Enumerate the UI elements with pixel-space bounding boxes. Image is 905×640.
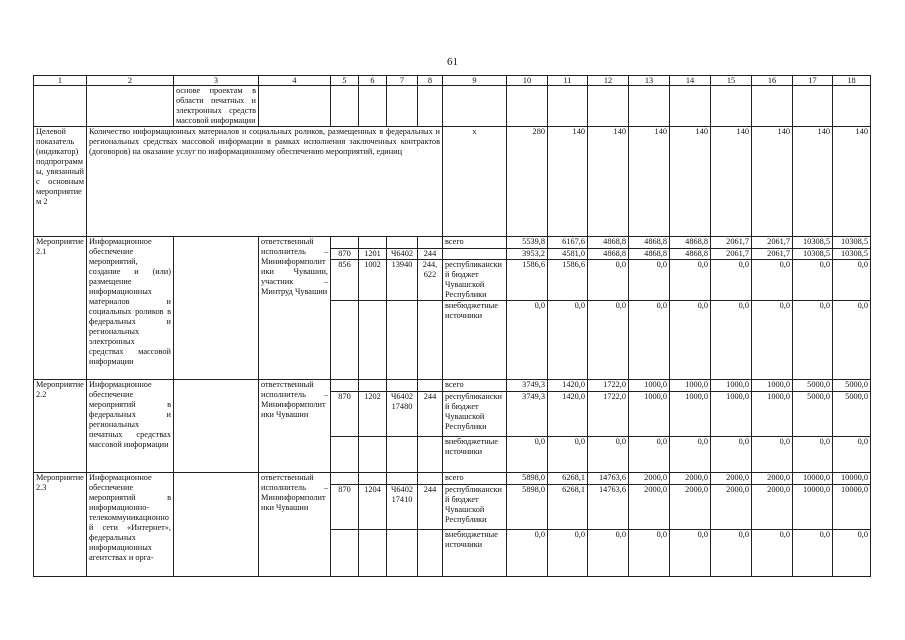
empty-cell <box>174 473 259 577</box>
value-cell: 0,0 <box>670 530 711 577</box>
column-number: 13 <box>629 76 670 86</box>
value-cell: 10000,0 <box>793 485 833 530</box>
indicator-value: 140 <box>548 127 588 237</box>
value-cell: 0,0 <box>793 437 833 473</box>
indicator-value: 280 <box>507 127 548 237</box>
value-cell: 0,0 <box>629 437 670 473</box>
code-c8 <box>418 530 443 577</box>
column-number: 11 <box>548 76 588 86</box>
empty-cell <box>833 86 871 127</box>
column-number: 3 <box>174 76 259 86</box>
code-c6 <box>359 237 387 249</box>
value-cell: 14763,6 <box>588 473 629 485</box>
empty-cell <box>548 86 588 127</box>
value-cell: 0,0 <box>507 301 548 380</box>
measure-name: Информационное обеспечение мероприятий в информационно-телекоммуникационной сети «Интернет», федеральных информационных агентствах и орга- <box>87 473 174 577</box>
value-cell: 1000,0 <box>752 392 793 437</box>
value-cell: 0,0 <box>752 437 793 473</box>
responsible: ответственный исполнитель – Мининформполитики Чувашии <box>259 380 331 473</box>
value-cell: 0,0 <box>711 437 752 473</box>
measure-name: Информационное обеспечение мероприятий в федеральных и региональных печатных средствах массовой информации <box>87 380 174 473</box>
funding-source: республиканский бюджет Чувашской Республики <box>443 392 507 437</box>
value-cell: 5000,0 <box>793 380 833 392</box>
measure-name: Информационное обеспечение мероприятий, создание и (или) размещение информационных материалов и социальных роликов в федеральных и региональных электронных средствах массовой информации <box>87 237 174 380</box>
measure-label: Мероприятие 2.2 <box>34 380 87 473</box>
value-cell: 0,0 <box>833 260 871 301</box>
value-cell: 10308,5 <box>833 249 871 260</box>
empty-cell <box>259 86 331 127</box>
code-c7: Ч6402 <box>387 249 418 260</box>
funding-source: внебюджетные источники <box>443 530 507 577</box>
value-cell: 4868,8 <box>629 237 670 249</box>
value-cell: 1000,0 <box>670 392 711 437</box>
code-c7 <box>387 530 418 577</box>
funding-source: внебюджетные источники <box>443 301 507 380</box>
value-cell: 2061,7 <box>711 249 752 260</box>
column-number: 1 <box>34 76 87 86</box>
empty-cell <box>359 86 387 127</box>
value-cell: 2000,0 <box>711 473 752 485</box>
measure-row <box>34 473 871 485</box>
indicator-col9: x <box>443 127 507 237</box>
value-cell: 2000,0 <box>670 485 711 530</box>
column-number: 8 <box>418 76 443 86</box>
cont-text: основе проектам в области печатных и электронных средств массовой информации <box>174 86 259 127</box>
value-cell: 0,0 <box>711 260 752 301</box>
value-cell: 4868,8 <box>588 237 629 249</box>
value-cell: 0,0 <box>793 260 833 301</box>
value-cell: 10308,5 <box>833 237 871 249</box>
value-cell: 1722,0 <box>588 380 629 392</box>
value-cell: 0,0 <box>752 530 793 577</box>
code-c7 <box>387 237 418 249</box>
code-c8 <box>418 301 443 380</box>
column-number: 6 <box>359 76 387 86</box>
code-c5 <box>331 530 359 577</box>
value-cell: 1000,0 <box>711 392 752 437</box>
code-c7: Ч6402 17480 <box>387 392 418 437</box>
code-c8: 244 <box>418 485 443 530</box>
code-c5: 856 <box>331 260 359 301</box>
value-cell: 0,0 <box>711 530 752 577</box>
empty-cell <box>34 86 87 127</box>
column-number: 18 <box>833 76 871 86</box>
page-number: 61 <box>447 56 458 68</box>
empty-cell <box>588 86 629 127</box>
value-cell: 2061,7 <box>752 237 793 249</box>
value-cell: 10000,0 <box>793 473 833 485</box>
indicator-value: 140 <box>833 127 871 237</box>
value-cell: 2000,0 <box>629 485 670 530</box>
value-cell: 2061,7 <box>711 237 752 249</box>
column-number: 7 <box>387 76 418 86</box>
code-c6: 1201 <box>359 249 387 260</box>
code-c5 <box>331 437 359 473</box>
empty-cell <box>87 86 174 127</box>
code-c7 <box>387 437 418 473</box>
code-c7: 13940 <box>387 260 418 301</box>
empty-cell <box>443 86 507 127</box>
indicator-text: Количество информационных материалов и социальных роликов, размещенных в федеральных и региональных средствах массовой информации в рамках исполнения заключенных контрактов (договоров) на оказание услуг по информационному обеспечению мероприятий, единиц <box>87 127 443 237</box>
value-cell: 5000,0 <box>833 392 871 437</box>
code-c5 <box>331 237 359 249</box>
measure-row <box>34 237 871 249</box>
indicator-value: 140 <box>670 127 711 237</box>
value-cell: 1420,0 <box>548 380 588 392</box>
value-cell: 0,0 <box>548 437 588 473</box>
value-cell: 1000,0 <box>670 380 711 392</box>
funding-source: республиканский бюджет Чувашской Республики <box>443 485 507 530</box>
value-cell: 0,0 <box>833 530 871 577</box>
indicator-value: 140 <box>629 127 670 237</box>
empty-cell <box>752 86 793 127</box>
value-cell: 0,0 <box>507 530 548 577</box>
code-c5: 870 <box>331 392 359 437</box>
column-number: 15 <box>711 76 752 86</box>
empty-cell <box>629 86 670 127</box>
value-cell: 0,0 <box>548 530 588 577</box>
value-cell: 0,0 <box>793 530 833 577</box>
indicator-label: Целевой показатель (индикатор) подпрограммы, увязанный с основным мероприятием 2 <box>34 127 87 237</box>
code-c5 <box>331 473 359 485</box>
value-cell: 0,0 <box>588 437 629 473</box>
value-cell: 0,0 <box>629 301 670 380</box>
value-cell: 5539,8 <box>507 237 548 249</box>
value-cell: 4868,8 <box>629 249 670 260</box>
code-c7 <box>387 301 418 380</box>
empty-cell <box>331 86 359 127</box>
value-cell: 1420,0 <box>548 392 588 437</box>
responsible: ответственный исполнитель – Мининформполитики Чувашии <box>259 473 331 577</box>
indicator-value: 140 <box>588 127 629 237</box>
continuation-row <box>34 86 871 127</box>
value-cell: 0,0 <box>629 530 670 577</box>
empty-cell <box>711 86 752 127</box>
program-table <box>33 75 871 577</box>
value-cell: 0,0 <box>833 437 871 473</box>
value-cell: 2000,0 <box>752 485 793 530</box>
code-c8 <box>418 237 443 249</box>
value-cell: 1000,0 <box>629 380 670 392</box>
funding-source <box>443 249 507 260</box>
value-cell: 2061,7 <box>752 249 793 260</box>
value-cell: 4868,8 <box>670 249 711 260</box>
empty-cell <box>670 86 711 127</box>
code-c5: 870 <box>331 249 359 260</box>
indicator-row <box>34 127 871 237</box>
code-c7 <box>387 380 418 392</box>
column-number: 12 <box>588 76 629 86</box>
empty-cell <box>793 86 833 127</box>
value-cell: 5898,0 <box>507 473 548 485</box>
column-number: 10 <box>507 76 548 86</box>
value-cell: 0,0 <box>588 260 629 301</box>
code-c8: 244, 622 <box>418 260 443 301</box>
code-c7: Ч6402 17410 <box>387 485 418 530</box>
column-number: 2 <box>87 76 174 86</box>
funding-source: внебюджетные источники <box>443 437 507 473</box>
code-c6: 1204 <box>359 485 387 530</box>
value-cell: 0,0 <box>670 260 711 301</box>
code-c6 <box>359 301 387 380</box>
code-c6 <box>359 380 387 392</box>
code-c6 <box>359 530 387 577</box>
column-number-row <box>34 76 871 86</box>
code-c5 <box>331 301 359 380</box>
value-cell: 1000,0 <box>629 392 670 437</box>
value-cell: 1000,0 <box>711 380 752 392</box>
value-cell: 1722,0 <box>588 392 629 437</box>
code-c5: 870 <box>331 485 359 530</box>
column-number: 4 <box>259 76 331 86</box>
value-cell: 2000,0 <box>711 485 752 530</box>
value-cell: 0,0 <box>711 301 752 380</box>
value-cell: 0,0 <box>629 260 670 301</box>
value-cell: 6167,6 <box>548 237 588 249</box>
value-cell: 0,0 <box>588 301 629 380</box>
code-c6 <box>359 437 387 473</box>
measure-row <box>34 380 871 392</box>
indicator-value: 140 <box>752 127 793 237</box>
value-cell: 10308,5 <box>793 237 833 249</box>
code-c8: 244 <box>418 249 443 260</box>
value-cell: 0,0 <box>752 301 793 380</box>
column-number: 16 <box>752 76 793 86</box>
column-number: 14 <box>670 76 711 86</box>
code-c5 <box>331 380 359 392</box>
value-cell: 3749,3 <box>507 380 548 392</box>
code-c8 <box>418 473 443 485</box>
value-cell: 0,0 <box>833 301 871 380</box>
value-cell: 1000,0 <box>752 380 793 392</box>
value-cell: 2000,0 <box>629 473 670 485</box>
value-cell: 2000,0 <box>752 473 793 485</box>
value-cell: 2000,0 <box>670 473 711 485</box>
responsible: ответственный исполнитель – Мининформполитики Чувашии, участник – Минтруд Чувашии <box>259 237 331 380</box>
column-number: 5 <box>331 76 359 86</box>
value-cell: 14763,6 <box>588 485 629 530</box>
code-c8 <box>418 437 443 473</box>
column-number: 9 <box>443 76 507 86</box>
indicator-value: 140 <box>793 127 833 237</box>
value-cell: 5000,0 <box>833 380 871 392</box>
funding-source: всего <box>443 237 507 249</box>
value-cell: 0,0 <box>588 530 629 577</box>
code-c6 <box>359 473 387 485</box>
funding-source: всего <box>443 380 507 392</box>
value-cell: 0,0 <box>752 260 793 301</box>
funding-source: всего <box>443 473 507 485</box>
value-cell: 10308,5 <box>793 249 833 260</box>
value-cell: 0,0 <box>670 301 711 380</box>
column-number: 17 <box>793 76 833 86</box>
measure-label: Мероприятие 2.1 <box>34 237 87 380</box>
value-cell: 6268,1 <box>548 485 588 530</box>
value-cell: 1586,6 <box>507 260 548 301</box>
code-c7 <box>387 473 418 485</box>
value-cell: 0,0 <box>507 437 548 473</box>
value-cell: 3749,3 <box>507 392 548 437</box>
funding-source: республиканский бюджет Чувашской Республики <box>443 260 507 301</box>
value-cell: 4868,8 <box>588 249 629 260</box>
value-cell: 6268,1 <box>548 473 588 485</box>
value-cell: 10000,0 <box>833 473 871 485</box>
value-cell: 10000,0 <box>833 485 871 530</box>
value-cell: 4868,8 <box>670 237 711 249</box>
value-cell: 5000,0 <box>793 392 833 437</box>
value-cell: 5898,0 <box>507 485 548 530</box>
indicator-value: 140 <box>711 127 752 237</box>
measure-label: Мероприятие 2.3 <box>34 473 87 577</box>
code-c8 <box>418 380 443 392</box>
empty-cell <box>507 86 548 127</box>
empty-cell <box>387 86 418 127</box>
code-c8: 244 <box>418 392 443 437</box>
empty-cell <box>418 86 443 127</box>
value-cell: 0,0 <box>670 437 711 473</box>
code-c6: 1002 <box>359 260 387 301</box>
empty-cell <box>174 380 259 473</box>
value-cell: 1586,6 <box>548 260 588 301</box>
value-cell: 0,0 <box>793 301 833 380</box>
empty-cell <box>174 237 259 380</box>
value-cell: 4581,0 <box>548 249 588 260</box>
value-cell: 0,0 <box>548 301 588 380</box>
code-c6: 1202 <box>359 392 387 437</box>
value-cell: 3953,2 <box>507 249 548 260</box>
